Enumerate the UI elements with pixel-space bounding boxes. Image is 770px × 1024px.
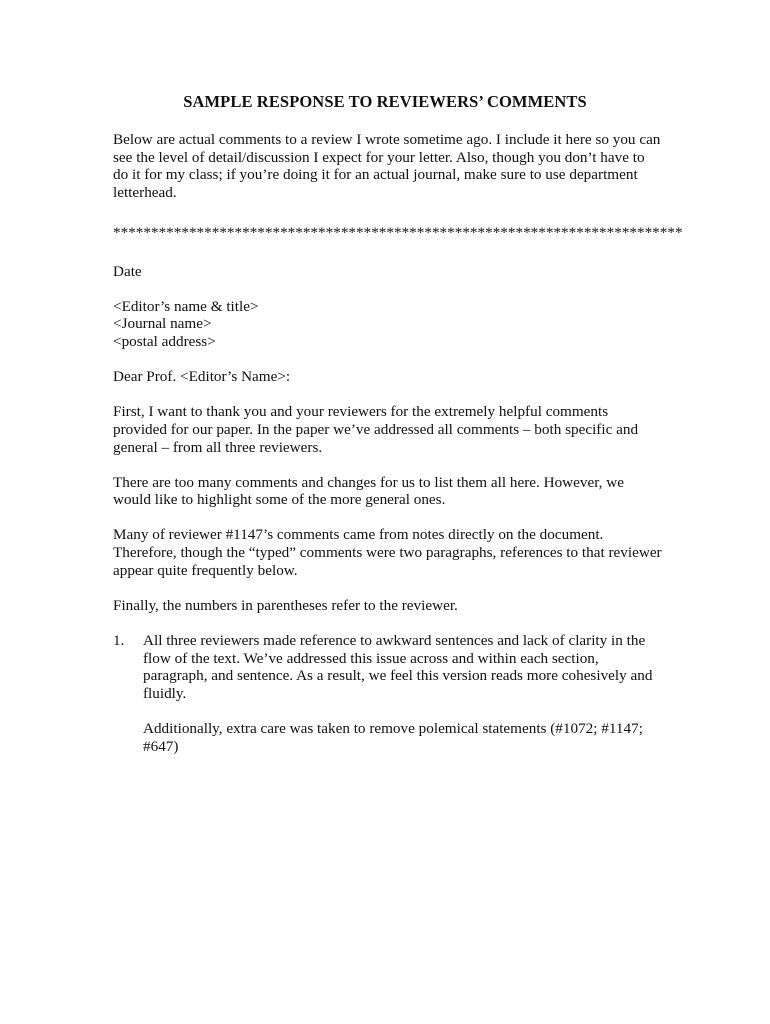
date-line: Date [113, 262, 142, 280]
numbered-item-number: 1. [113, 632, 125, 650]
numbered-item-paragraph: All three reviewers made reference to awkward sentences and lack of clarity in the flow of the text. We’ve addressed this issue across and within each section, paragraph, and sentence. As a result, we feel this version reads more cohesively and fluidly. [143, 632, 653, 702]
intro-paragraph: Below are actual comments to a review I wrote sometime ago. I include it here so you can see the level of detail/discussion I expect for your letter. Also, though you don’t have to do it for my class; if you’re doing it for an actual journal, make sure to use department letterhead. [113, 131, 661, 201]
body-paragraph-thanks: First, I want to thank you and your reviewers for the extremely helpful comments provided for our paper. In the paper we’ve addressed all comments – both specific and general – from all three reviewers. [113, 403, 639, 456]
address-line-journal: <Journal name> [113, 315, 212, 333]
body-paragraph-numbers: Finally, the numbers in parentheses refer to the reviewer. [113, 596, 458, 614]
address-block [113, 298, 663, 351]
body-paragraph-highlight: There are too many comments and changes for us to list them all here. However, we would like to highlight some of the more general ones. [113, 473, 624, 509]
salutation: Dear Prof. <Editor’s Name>: [113, 368, 291, 386]
separator-line: *************************************************************************** [113, 223, 683, 241]
address-line-editor: <Editor’s name & title> [113, 297, 259, 315]
numbered-item-paragraph: Additionally, extra care was taken to remove polemical statements (#1072; #1147; #647) [143, 720, 643, 755]
body-paragraph-reviewer-notes: Many of reviewer #1147’s comments came from notes directly on the document. Therefore, though the “typed” comments were two paragraphs, references to that reviewer appear quite frequently below. [113, 526, 662, 579]
document-body [113, 131, 683, 773]
numbered-item [113, 632, 663, 755]
document-title: SAMPLE RESPONSE TO REVIEWERS’ COMMENTS [183, 92, 587, 111]
address-line-postal: <postal address> [113, 332, 216, 350]
